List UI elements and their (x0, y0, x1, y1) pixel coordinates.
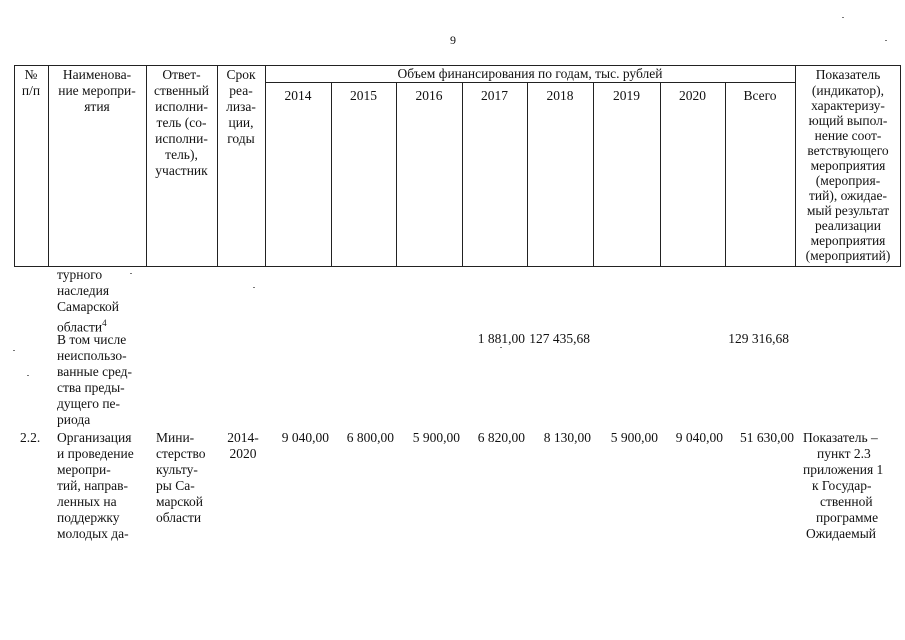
row-2-2-value-2018: 8 130,00 (543, 430, 591, 445)
row-2-2-indicator-line: Ожидаемый (806, 526, 876, 541)
row-2-2-term-line: 2020 (229, 446, 257, 461)
header-num-line1: № (24, 67, 38, 82)
header-indicator-line: ющий выпол- (808, 113, 888, 128)
scan-speck (27, 375, 29, 376)
header-indicator-line: (индикатор), (811, 83, 885, 98)
continuation-name-text: области (57, 319, 103, 335)
row-2-2-name-line: ленных на (57, 494, 117, 509)
footnote-mark: 4 (102, 318, 107, 328)
scan-speck (500, 347, 502, 348)
header-bottom-border (14, 266, 901, 267)
funding-subheader-border (265, 82, 795, 83)
scan-speck (842, 17, 844, 18)
header-indicator-line: мероприятия (810, 158, 886, 173)
row-2-2-indicator-line: ственной (820, 494, 873, 509)
year-header-2016: 2016 (415, 88, 443, 103)
year-header-2018: 2018 (546, 88, 574, 103)
header-resp-line: исполни- (155, 99, 208, 114)
header-indicator-line: характеризу- (811, 98, 885, 113)
row-2-2-value-2015: 6 800,00 (346, 430, 394, 445)
subrow-value-2017: 1 881,00 (477, 331, 525, 346)
row-2-2-name-line: тий, направ- (57, 478, 128, 493)
scan-speck (253, 287, 255, 288)
row-2-2-name-line: Организация (57, 430, 132, 445)
col-border (725, 82, 726, 267)
scan-speck (885, 40, 887, 41)
row-2-2-resp-line: ры Са- (156, 478, 195, 493)
header-resp-line: ственный (154, 83, 209, 98)
header-indicator-line: ветствующего (807, 143, 889, 158)
header-term-line: годы (227, 131, 255, 146)
row-2-2-name-line: молодых да- (57, 526, 129, 541)
subrow-name-line: ванные сред- (57, 364, 132, 379)
header-resp-line: исполни- (155, 131, 208, 146)
year-header-2014: 2014 (284, 88, 312, 103)
subrow-name-line: риода (57, 412, 91, 427)
header-term-line: реа- (229, 83, 253, 98)
header-name-line: Наименова- (62, 67, 132, 82)
subrow-name-line: ства преды- (57, 380, 125, 395)
header-indicator-line: мый результат (806, 203, 890, 218)
header-num-line2: п/п (21, 83, 41, 98)
header-resp-line: Ответ- (162, 67, 201, 82)
col-border (527, 82, 528, 267)
subrow-name-line: дущего пе- (57, 396, 121, 411)
subrow-value-total: 129 316,68 (728, 331, 789, 346)
header-term-line: ции, (228, 115, 254, 130)
row-2-2-value-total: 51 630,00 (740, 430, 794, 445)
col-border (900, 65, 901, 267)
year-header-2017: 2017 (481, 88, 508, 103)
subrow-value-2018: 127 435,68 (529, 331, 590, 346)
row-2-2-resp-line: марской (156, 494, 204, 509)
row-2-2-indicator-line: программе (816, 510, 879, 525)
subrow-name-line: В том числе (57, 332, 127, 347)
row-2-2-value-2020: 9 040,00 (675, 430, 723, 445)
scan-speck (130, 273, 132, 274)
col-border (660, 82, 661, 267)
header-term-line: Срок (226, 67, 256, 82)
row-2-2-resp-line: стерство (156, 446, 206, 461)
row-2-2-indicator-line: приложения 1 (803, 462, 884, 477)
row-2-2-value-2019: 5 900,00 (610, 430, 658, 445)
row-2-2-resp-line: культу- (156, 462, 198, 477)
total-header: Всего (743, 88, 777, 103)
row-2-2-value-2016: 5 900,00 (412, 430, 460, 445)
header-indicator-line: (мероприя- (815, 173, 881, 188)
header-resp-line: участник (155, 163, 208, 178)
header-indicator-line: реализации (815, 218, 881, 233)
row-2-2-indicator-line: Показатель – (803, 430, 878, 445)
header-indicator-line: тий), ожидае- (809, 188, 887, 203)
continuation-name-line: наследия (57, 283, 110, 298)
header-resp-line: тель), (165, 147, 198, 162)
row-2-2-indicator-line: к Государ- (812, 478, 872, 493)
col-border (462, 82, 463, 267)
year-header-2015: 2015 (350, 88, 377, 103)
header-indicator-line: (мероприятий) (805, 248, 891, 263)
continuation-name-line: Самарской (57, 299, 120, 314)
year-header-2019: 2019 (613, 88, 640, 103)
page-number: 9 (450, 33, 456, 47)
row-2-2-indicator-line: пункт 2.3 (817, 446, 871, 461)
header-indicator-line: Показатель (815, 67, 881, 82)
subrow-name-line: неиспользо- (57, 348, 127, 363)
row-2-2-term-line: 2014- (227, 430, 259, 445)
row-2-2-value-2017: 6 820,00 (477, 430, 525, 445)
col-border (331, 82, 332, 267)
continuation-name-line: турного (57, 267, 103, 282)
header-resp-line: тель (со- (156, 115, 207, 130)
funding-title: Объем финансирования по годам, тыс. рублей (397, 66, 663, 81)
header-name-line: ятия (84, 99, 110, 114)
header-term-line: лиза- (226, 99, 256, 114)
col-border (396, 82, 397, 267)
scan-speck (13, 350, 15, 351)
header-name-line: ние меропри- (58, 83, 136, 98)
row-2-2-name-line: и проведение (57, 446, 134, 461)
row-2-2-number: 2.2. (20, 430, 41, 445)
header-indicator-line: мероприятия (810, 233, 886, 248)
row-2-2-name-line: меропри- (57, 462, 111, 477)
row-2-2-value-2014: 9 040,00 (281, 430, 329, 445)
col-border (593, 82, 594, 267)
header-indicator-line: нение соот- (814, 128, 882, 143)
row-2-2-resp-line: области (156, 510, 202, 525)
row-2-2-name-line: поддержку (57, 510, 120, 525)
year-header-2020: 2020 (679, 88, 706, 103)
row-2-2-resp-line: Мини- (156, 430, 195, 445)
